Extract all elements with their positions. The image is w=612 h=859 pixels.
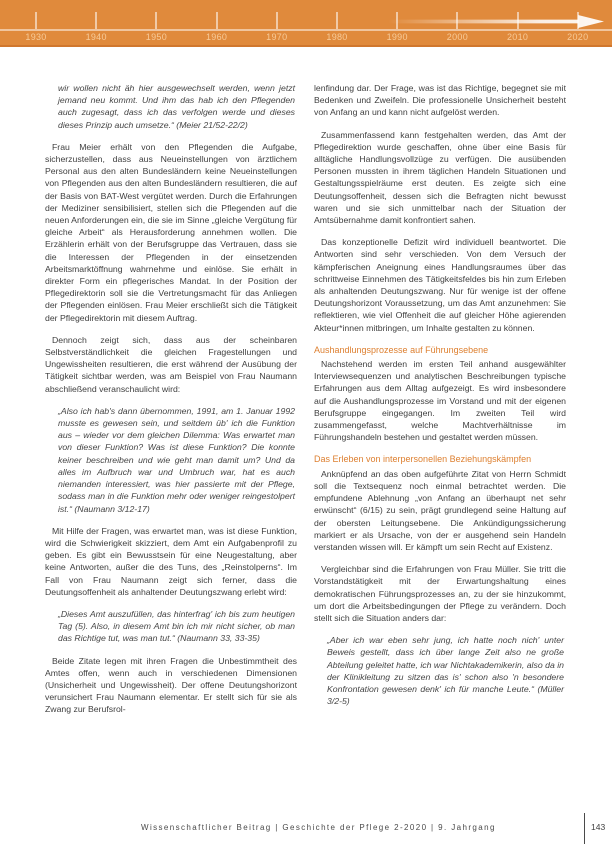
quote-reference: (Müller 3/2-5) [327, 683, 564, 707]
paragraph: Frau Meier erhält von den Pflegenden die Aufgabe, sicherzustellen, dass aus Neueinstellungen von ärztlichem Personal aus den alten Bundesländern keine Neueinstellungen von Pflegenden aus den alten Bundesländern resultieren, die auf der Basis von BAT-West vergütet werden. Durch die Erfahrungen der Mediziner sensibilisiert, stellen sich die Pflegenden auf die neuen Anforderungen ein, die sie im Sinne „gleiche Vergütung für gleiche Arbeit“ als Herausforderung annehmen wollen. Die Erzählerin erhält von der Berufsgruppe das Vertrauen, dass sie die Interessen der Pflegenden in der einsetzenden Arbeitsmarktöffnung wahrnehme und einlöse. Sie erhält in direkter Form ein pflegerisches Mandat. In der Position der Pflegedirektorin soll sie die Vertretungsmacht für das Anliegen der Pflegenden einlösen. Frau Meier erschließt sich die Tätigkeit der Pflegedirektorin mit diesem Auftrag. [45, 141, 297, 323]
timeline-tick [155, 12, 157, 29]
timeline-year-label: 2020 [567, 32, 589, 42]
section-heading: Das Erleben von interpersonellen Beziehungskämpfen [314, 454, 532, 465]
paragraph: Anknüpfend an das oben aufgeführte Zitat von Herrn Schmidt soll die Textsequenz noch einmal betrachtet werden. Die empfundene Ablehnung „von Anfang an überhaupt net sehr erwünscht“ (6/15) zu sein, prägt grundlegend seine Haltung auf der obersten Leitungsebene. Die Ankündigungssicherung markiert er als Ursache, von der er ausgehend sein Handeln verstanden wissen will. Er kämpft um sein Recht auf Existenz. [314, 468, 566, 552]
timeline-tick [35, 12, 37, 29]
timeline-tick [276, 12, 278, 29]
timeline-tick [216, 12, 218, 29]
paragraph: Das konzeptionelle Defizit wird individuell beantwortet. Die Antworten sind sehr verschieden. Von dem Versuch der kämpferischen Aneignung eines Handlungsraumes über das schrittweise Einnehmen des Tätigkeitsfeldes bis hin zum Erleben als anhaltenden Deutungszwang. Nur für wenige ist der offene Deutungshorizont Voraussetzung, um das Amt anzunehmen: Sie reflektieren, wie viel Offenheit die auf gleicher Höhe agierenden Akteur*innen mitbringen, um Inhalte gestalten zu können. [314, 237, 566, 333]
timeline-year-label: 1940 [85, 32, 107, 42]
timeline-year-label: 1960 [205, 32, 228, 42]
timeline-year-label: 1980 [326, 32, 348, 42]
interview-quote: „Dieses Amt auszufüllen, das hinterfrag' ich bis zum heutigen Tag (5). Also, in diesem Amt bin ich mir nicht sicher, ob man das Richtige tut, was man tut.“ (Naumann 33, 33-35) [58, 608, 295, 644]
footer-divider [584, 813, 585, 844]
timeline-tick [396, 12, 398, 29]
timeline-tick [95, 12, 97, 29]
paragraph: Nachstehend werden im ersten Teil anhand ausgewählter Interviewsequenzen und analytischen Beschreibungen typische Erfahrungen aus dem Alltag aufgezeigt. Es wird insbesondere auf die Aushandlungsprozesse im Vorstand und mit der eigenen Berufsgruppe eingegangen. Im zweiten Teil wird zusammengefasst, welche Machtverhältnisse im Führungshandeln bestehen und gestaltet werden müssen. [314, 359, 566, 443]
timeline-year-label: 1970 [266, 32, 288, 42]
paragraph: Zusammenfassend kann festgehalten werden, das Amt der Pflegedirektion wurde geschaffen, ohne über eine Basis für alltägliche Handlungsvollzüge zu verfügen. Die ausübenden Personen mussten in ihrem täglichen Handeln Situationen und Gestaltungsspielräume erst deuten. Es zeigte sich eine Deutungsoffenheit, dessen sich die Befragten nicht bewusst waren und sie sich unmittelbar nach der Situation der Amtsübernahme damit konfrontiert sahen. [314, 129, 566, 226]
interview-quote: „Also ich hab's dann übernommen, 1991, am 1. Januar 1992 musste es gewesen sein, und seitdem üb' ich die Funktion aus – wieder vor dem gleichen Dilemma: Was erwartet man von dieser Funktion? Was ist diese Funktion? Die konnte keiner beschreiben und wie geht man damit um? Und da alles im Aufbruch war und Umbruch war, hat es auch niemanden interessiert, was hier passierte mit der Pflege, sodass man in die Funktion mehr oder weniger reingestolpert ist.“ (Naumann 3/12-17) [58, 405, 295, 514]
paragraph: Mit Hilfe der Fragen, was erwartet man, was ist diese Funktion, wird die Schwierigkeit skizziert, dem Amt ein Aufgabenprofil zu geben. Es gibt ein Bewusstsein für eine Neugestaltung, aber keine Antworten, außer die des Tuns, des „Reinstolperns“. Im Fall von Frau Naumann zeigt sich ferner, dass die Deutungsoffenheit als anhaltender Deutungszwang erlebt wird: [45, 525, 297, 597]
quote-reference: (Meier 21/52-22/2) [173, 119, 248, 130]
timeline-banner [0, 0, 612, 47]
paragraph: Dennoch zeigt sich, dass aus der scheinbaren Selbstverständlichkeit die gleichen Fragestellungen und Ungewissheiten resultieren, die erst während der Ausübung der Tätigkeit sichtbar werden, was am Beispiel von Frau Naumann abschließend veranschaulicht wird: [45, 334, 297, 394]
left-column [45, 82, 297, 814]
timeline-arrow-icon [388, 15, 604, 28]
footer-journal-info: Wissenschaftlicher Beitrag | Geschichte der Pflege 2-2020 | 9. Jahrgang [141, 823, 496, 832]
timeline-year-label: 1990 [386, 32, 408, 42]
timeline-axis [0, 29, 612, 31]
section-heading: Aushandlungsprozesse auf Führungsebene [314, 344, 489, 355]
timeline-tick [336, 12, 338, 29]
paragraph: Beide Zitate legen mit ihren Fragen die Unbestimmtheit des Amtes offen, wenn auch in verschiedenen Dimensionen (Unsicherheit und Ungewissheit). Der offene Deutungshorizont verunsichert Frau Naumann elementar. Er stellt sich für sie als Zwang zur Berufsrol- [45, 655, 297, 715]
timeline-year-label: 2010 [506, 32, 529, 42]
timeline-tick [456, 12, 458, 29]
quote-reference: (Naumann 3/12-17) [72, 503, 150, 514]
article-body [45, 82, 567, 814]
right-column [314, 82, 566, 814]
paragraph: Vergleichbar sind die Erfahrungen von Frau Müller. Sie tritt die Vorstandstätigkeit mit der Erwartungshaltung eines demokratischen Führungsprozesses an, zu der sie hinzukommt, um dort die Arbeitsbedingungen der Pflege zu verändern. Doch stellt sich die Situation anders dar: [314, 564, 566, 623]
interview-quote: wir wollen nicht äh hier ausgewechselt werden, wenn jetzt jemand neu kommt. Und ihm das hab ich den Pflegenden auch zugesagt, dass ich das verfolgen werde und dieses dieses Prinzip auch umsetze.“ (Meier 21/52-22/2) [58, 83, 295, 130]
paragraph: lenfindung dar. Der Frage, was ist das Richtige, begegnet sie mit Bedenken und Zweifeln. Die professionelle Unsicherheit besteht von Anfang an und kann nicht aufgelöst werden. [314, 83, 566, 118]
timeline-year-label: 2000 [446, 32, 469, 42]
timeline-tick [577, 12, 579, 29]
timeline-tick [517, 12, 519, 29]
timeline-year-label: 1950 [145, 32, 168, 42]
timeline-year-label: 1930 [25, 32, 47, 42]
page-number: 143 [591, 822, 606, 832]
interview-quote: „Aber ich war eben sehr jung, ich hatte noch nich' unter Beweis gestellt, dass ich über lange Zeit also ne große Abteilung geleitet hatte, ich war Nichtakademikerin, also da in der Klinikleitung zu sitzen das is' schon also 'n besondere Konfrontation gewesen denk' ich für manche Leute.“ (Müller 3/2-5) [327, 635, 564, 707]
quote-reference: (Naumann 33, 33-35) [174, 633, 260, 644]
